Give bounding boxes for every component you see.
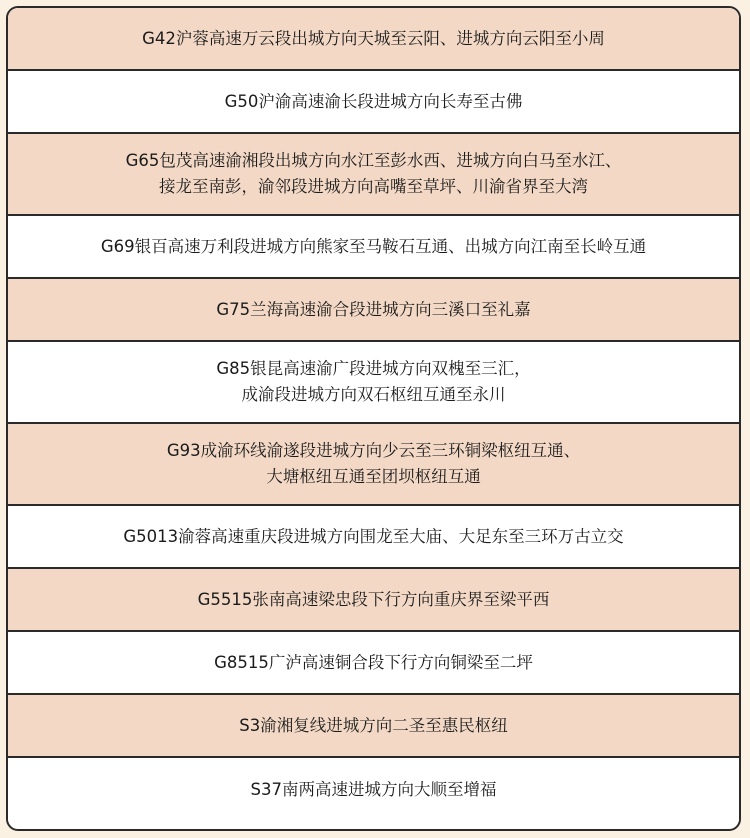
table-row <box>8 506 739 569</box>
row-text: G5013渝蓉高速重庆段进城方向围龙至大庙、大足东至三环万古立交 <box>123 526 624 546</box>
row-text: G8515广泸高速铜合段下行方向铜梁至二坪 <box>214 652 533 672</box>
row-text: G69银百高速万利段进城方向熊家至马鞍石互通、出城方向江南至长岭互通 <box>100 236 647 256</box>
table-row <box>8 632 739 695</box>
table-row <box>8 342 739 424</box>
row-text: S37南两高速进城方向大顺至增福 <box>250 779 497 799</box>
table-row <box>8 134 739 216</box>
row-text: S3渝湘复线进城方向二圣至惠民枢纽 <box>239 715 508 735</box>
table-row <box>8 695 739 758</box>
table-row <box>8 758 739 821</box>
row-text: G42沪蓉高速万云段出城方向天城至云阳、进城方向云阳至小周 <box>142 28 605 48</box>
row-text: G50沪渝高速渝长段进城方向长寿至古佛 <box>224 91 523 111</box>
table-row <box>8 71 739 134</box>
row-text: 接龙至南彭，渝邻段进城方向高嘴至草坪、川渝省界至大湾 <box>159 177 588 196</box>
row-text: G75兰海高速渝合段进城方向三溪口至礼嘉 <box>216 299 531 319</box>
table-row <box>8 279 739 342</box>
row-text: G93成渝环线渝遂段进城方向少云至三环铜梁枢纽互通、 <box>166 441 581 460</box>
road-closure-table <box>6 6 741 831</box>
row-text: 大塘枢纽互通至团坝枢纽互通 <box>266 467 481 486</box>
table-row <box>8 569 739 632</box>
row-text: G85银昆高速渝广段进城方向双槐至三汇， <box>216 359 531 378</box>
table-row <box>8 8 739 71</box>
row-text: 成渝段进城方向双石枢纽互通至永川 <box>241 385 506 404</box>
row-text: G65包茂高速渝湘段出城方向水江至彭水西、进城方向白马至水江、 <box>125 151 622 170</box>
table-row <box>8 216 739 279</box>
row-text: G5515张南高速梁忠段下行方向重庆界至梁平西 <box>197 589 550 609</box>
table-row <box>8 424 739 506</box>
